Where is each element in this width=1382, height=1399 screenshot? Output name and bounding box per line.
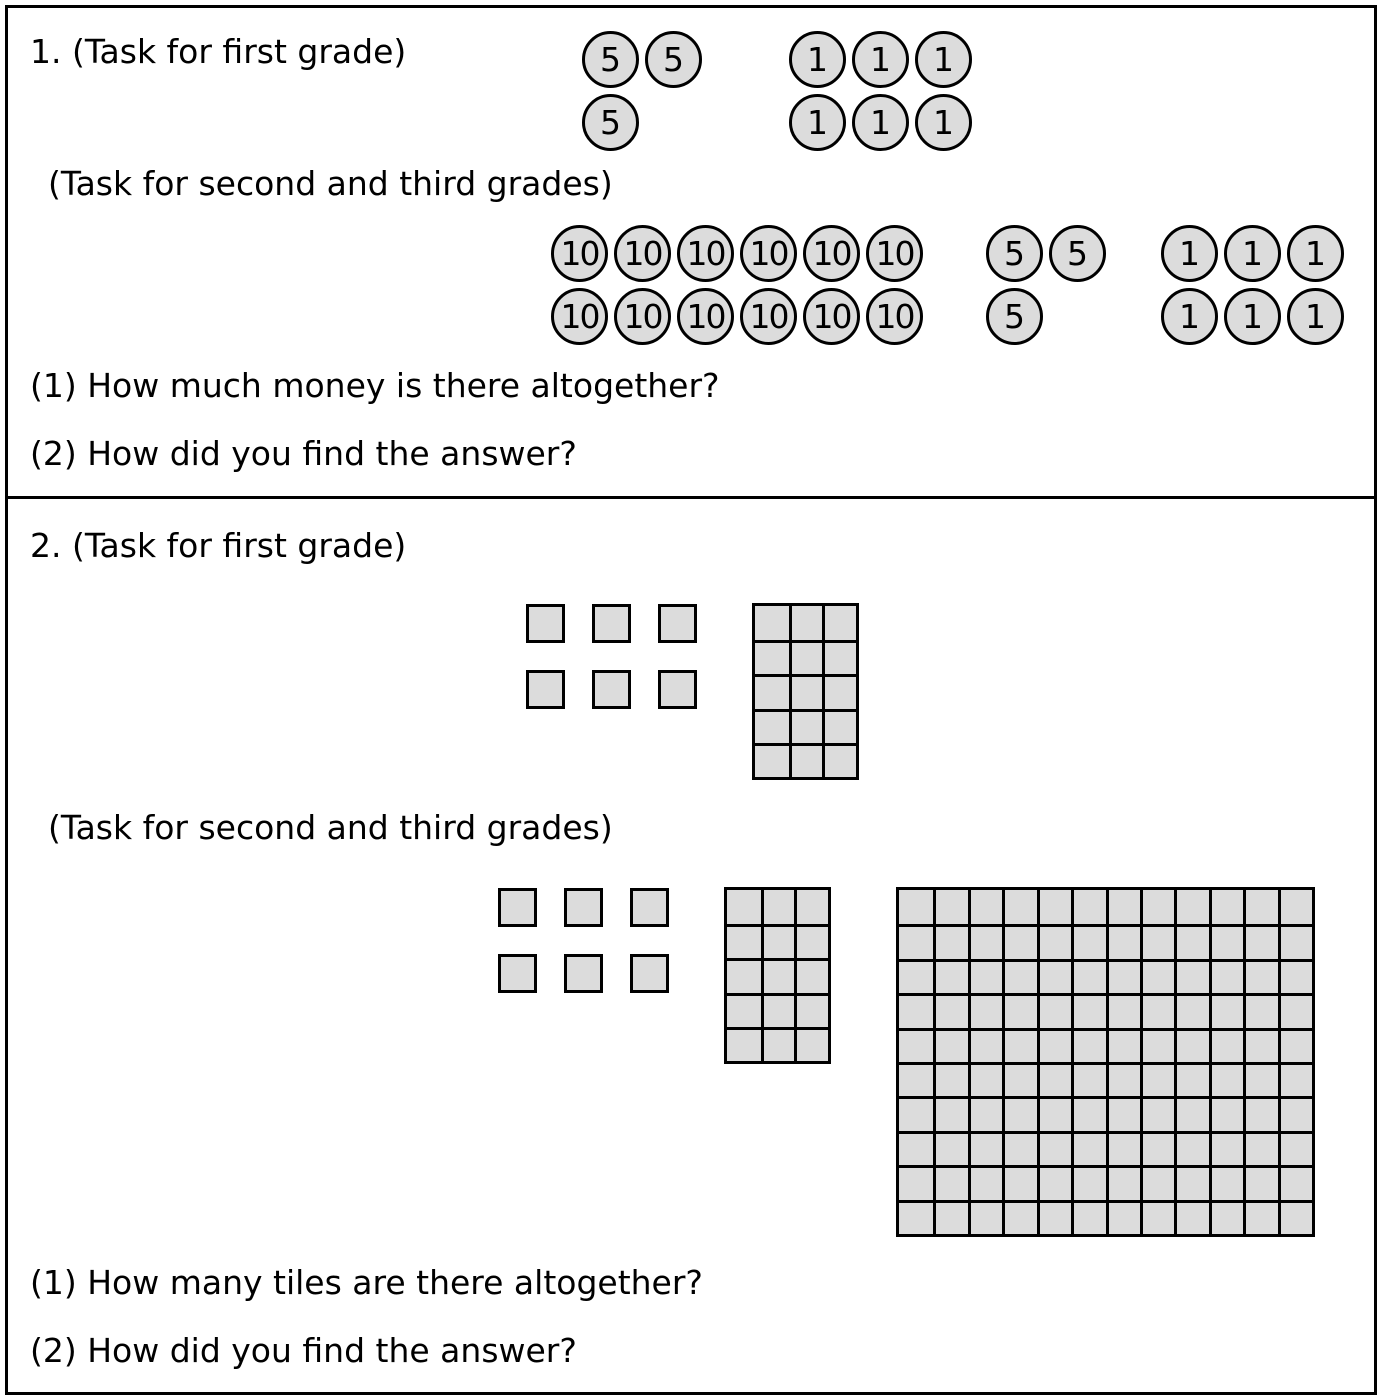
coin-1: 1 [1161,288,1218,345]
coin-10: 10 [551,225,608,282]
grid-column-line [822,606,825,777]
grid-row-line [727,958,828,961]
coin-5: 5 [645,31,702,88]
grid-row-line [727,924,828,927]
task2-question-1: (1) How many tiles are there altogether? [30,1263,703,1302]
grid-column-line [789,606,792,777]
task1-heading: 1. (Task for first grade) [30,32,407,71]
tile-block-12x10 [896,887,1315,1237]
coin-5: 5 [582,94,639,151]
single-tile [526,670,565,709]
coin-1: 1 [852,94,909,151]
single-tile [658,670,697,709]
coin-10: 10 [866,288,923,345]
coin-1: 1 [852,31,909,88]
coin-10: 10 [803,225,860,282]
coin-1: 1 [915,94,972,151]
grid-row-line [755,674,856,677]
coin-10: 10 [803,288,860,345]
grid-row-line [899,924,1312,927]
grid-row-line [727,1027,828,1030]
grid-row-line [899,993,1312,996]
coin-10: 10 [740,225,797,282]
coin-1: 1 [1287,288,1344,345]
single-tile [564,954,603,993]
task2-subheading: (Task for second and third grades) [48,808,613,847]
coin-10: 10 [614,288,671,345]
coin-1: 1 [1161,225,1218,282]
coin-5: 5 [986,288,1043,345]
coin-10: 10 [551,288,608,345]
coin-1: 1 [1287,225,1344,282]
grid-row-line [755,640,856,643]
grid-row-line [755,709,856,712]
task1-question-1: (1) How much money is there altogether? [30,366,720,405]
grid-row-line [899,1062,1312,1065]
single-tile [630,888,669,927]
single-tile [526,604,565,643]
grid-column-line [761,890,764,1061]
coin-1: 1 [1224,225,1281,282]
grid-column-line [794,890,797,1061]
coin-1: 1 [789,31,846,88]
task2-question-2: (2) How did you find the answer? [30,1331,577,1370]
coin-1: 1 [1224,288,1281,345]
single-tile [592,670,631,709]
grid-row-line [899,1131,1312,1134]
coin-1: 1 [789,94,846,151]
single-tile [630,954,669,993]
tile-block-3x5 [752,603,859,780]
coin-5: 5 [1049,225,1106,282]
grid-row-line [899,959,1312,962]
task2-heading: 2. (Task for first grade) [30,526,407,565]
coin-10: 10 [740,288,797,345]
coin-10: 10 [614,225,671,282]
single-tile [498,954,537,993]
single-tile [592,604,631,643]
coin-5: 5 [582,31,639,88]
coin-10: 10 [677,288,734,345]
coin-10: 10 [677,225,734,282]
single-tile [658,604,697,643]
grid-row-line [899,1096,1312,1099]
coin-10: 10 [866,225,923,282]
grid-row-line [899,1165,1312,1168]
tile-block-3x5 [724,887,831,1064]
grid-row-line [899,1200,1312,1203]
section-divider [5,496,1377,499]
task1-question-2: (2) How did you find the answer? [30,434,577,473]
grid-row-line [727,993,828,996]
single-tile [564,888,603,927]
grid-row-line [899,1028,1312,1031]
single-tile [498,888,537,927]
coin-1: 1 [915,31,972,88]
task1-subheading: (Task for second and third grades) [48,164,613,203]
coin-5: 5 [986,225,1043,282]
grid-row-line [755,743,856,746]
